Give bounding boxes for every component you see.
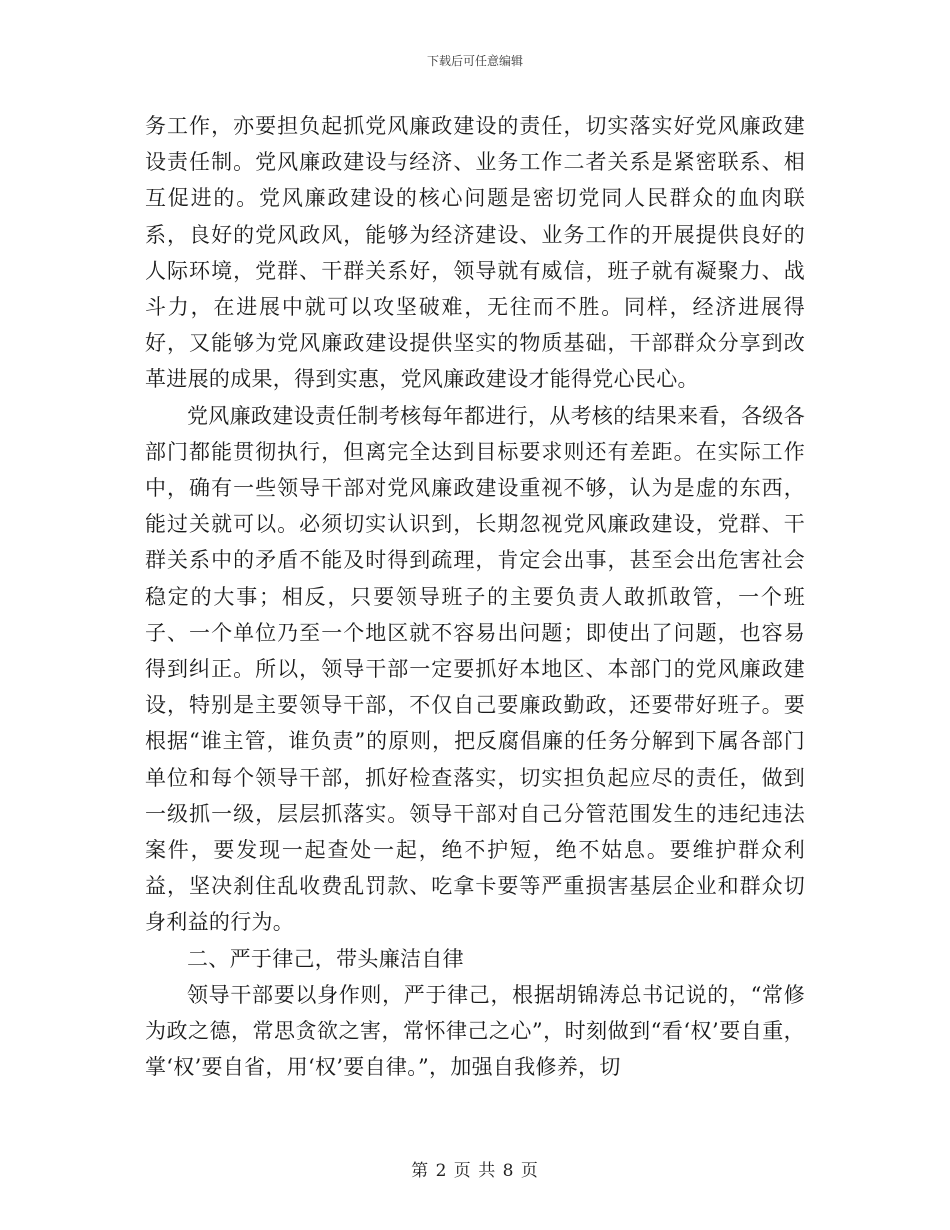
page-number: 第 2 页 共 8 页 — [411, 1161, 539, 1181]
paragraph-2: 党风廉政建设责任制考核每年都进行，从考核的结果来看，各级各部门都能贯彻执行，但离完全达到目标要求则还有差距。在实际工作中，确有一些领导干部对党风廉政建设重视不够，认为是虚的东西，能过关就可以。必须切实认识到，长期忽视党风廉政建设，党群、干群关系中的矛盾不能及时得到疏理，肯定会出事，甚至会出危害社会稳定的大事；相反，只要领导班子的主要负责人敢抓敢管，一个班子、一个单位乃至一个地区就不容易出问题；即使出了问题，也容易得到纠正。所以，领导干部一定要抓好本地区、本部门的党风廉政建设，特别是主要领导干部，不仅自己要廉政勤政，还要带好班子。要根据“谁主管，谁负责”的原则，把反腐倡廉的任务分解到下属各部门单位和每个领导干部，抓好检查落实，切实担负起应尽的责任，做到一级抓一级，层层抓落实。领导干部对自己分管范围发生的违纪违法案件，要发现一起查处一起，绝不护短，绝不姑息。要维护群众利益，坚决刹住乱收费乱罚款、吃拿卡要等严重损害基层企业和群众切身利益的行为。 — [145, 403, 805, 935]
document-body — [145, 108, 805, 1085]
paragraph-1: 务工作，亦要担负起抓党风廉政建设的责任，切实落实好党风廉政建设责任制。党风廉政建设与经济、业务工作二者关系是紧密联系、相互促进的。党风廉政建设的核心问题是密切党同人民群众的血肉联系，良好的党风政风，能够为经济建设、业务工作的开展提供良好的人际环境，党群、干群关系好，领导就有威信，班子就有凝聚力、战斗力，在进展中就可以攻坚破难，无往而不胜。同样，经济进展得好，又能够为党风廉政建设提供坚实的物质基础，干部群众分享到改革进展的成果，得到实惠，党风廉政建设才能得党心民心。 — [145, 114, 805, 392]
section-heading: 二、严于律己，带头廉洁自律 — [187, 946, 464, 971]
page-header: 下载后可任意编辑 — [426, 54, 523, 68]
paragraph-3: 领导干部要以身作则，严于律己，根据胡锦涛总书记说的，“常修为政之德，常思贪欲之害，常怀律己之心”，时刻做到“看‘权’要自重，掌‘权’要自省，用‘权’要自律。”，加强自我修养，切 — [145, 982, 805, 1080]
